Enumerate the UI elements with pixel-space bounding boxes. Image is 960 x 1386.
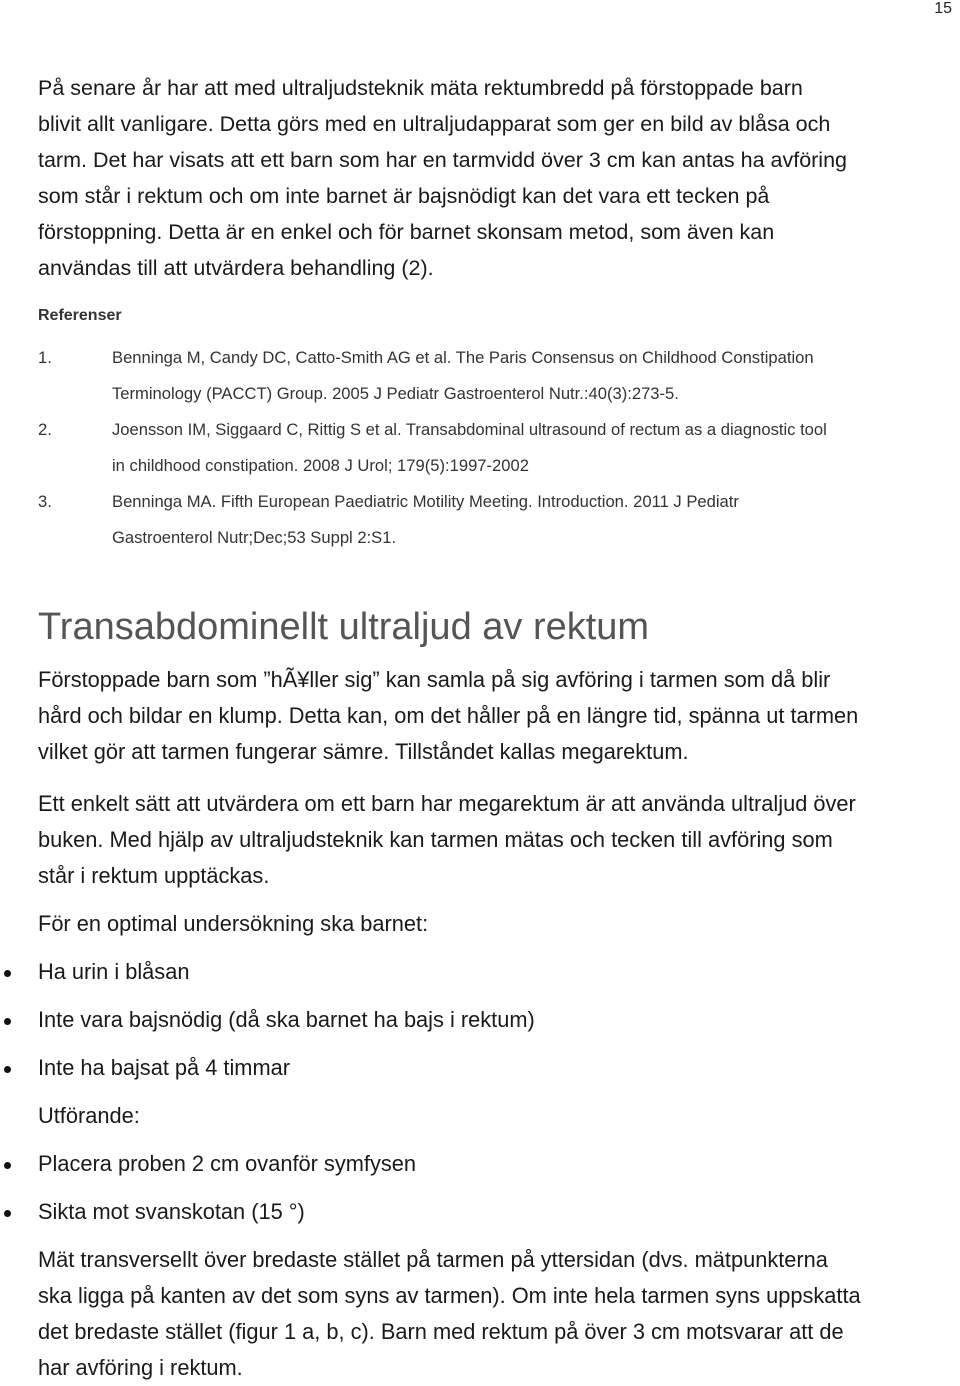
text-line: Ett enkelt sätt att utvärdera om ett barn har megarektum är att använda ultraljud över	[38, 791, 856, 816]
reference-number: 1.	[38, 348, 52, 367]
text-line: hård och bildar en klump. Detta kan, om det håller på en längre tid, spänna ut tarmen	[38, 703, 859, 728]
text-line: vilket gör att tarmen fungerar sämre. Tillståndet kallas megarektum.	[38, 739, 689, 764]
intro-paragraph	[38, 70, 954, 286]
bullet-text: Ha urin i blåsan	[38, 959, 190, 984]
text-line: Mät transversellt över bredaste stället på tarmen på yttersidan (dvs. mätpunkterna	[38, 1247, 828, 1272]
reference-item	[38, 484, 954, 556]
text-line: buken. Med hjälp av ultraljudsteknik kan tarmen mätas och tecken till avföring som	[38, 827, 833, 852]
bullet-icon	[4, 1018, 11, 1025]
text-line: det bredaste stället (figur 1 a, b, c). Barn med rektum på över 3 cm motsvarar att de	[38, 1319, 844, 1344]
procedure-item	[38, 1194, 954, 1230]
reference-line: Joensson IM, Siggaard C, Rittig S et al. Transabdominal ultrasound of rectum as a diagnostic tool	[112, 420, 827, 439]
procedure-heading: Utförande:	[38, 1103, 140, 1128]
reference-line: Gastroenterol Nutr;Dec;53 Suppl 2:S1.	[112, 528, 397, 547]
bullet-text: Inte ha bajsat på 4 timmar	[38, 1055, 291, 1080]
page-number: 15	[934, 0, 952, 17]
reference-number: 3.	[38, 492, 52, 511]
text-line: blivit allt vanligare. Detta görs med en ultraljudapparat som ger en bild av blåsa och	[38, 112, 831, 136]
preparation-item	[38, 1002, 954, 1038]
bullet-text: Placera proben 2 cm ovanför symfysen	[38, 1151, 416, 1176]
reference-line: Benninga MA. Fifth European Paediatric Motility Meeting. Introduction. 2011 J Pediatr	[112, 492, 739, 511]
procedure-list	[38, 1146, 954, 1230]
bullet-icon	[4, 1066, 11, 1073]
text-line: På senare år har att med ultraljudsteknik mäta rektumbredd på förstoppade barn	[38, 76, 803, 100]
preparation-item	[38, 1050, 954, 1086]
procedure-item	[38, 1146, 954, 1182]
text-line: tarm. Det har visats att ett barn som har en tarmvidd över 3 cm kan antas ha avföring	[38, 148, 848, 172]
references-list	[38, 340, 954, 556]
text-line: har avföring i rektum.	[38, 1355, 243, 1380]
text-line: användas till att utvärdera behandling (2).	[38, 256, 434, 280]
references-heading: Referenser	[38, 307, 122, 324]
preparation-heading: För en optimal undersökning ska barnet:	[38, 911, 429, 936]
text-line: står i rektum upptäckas.	[38, 863, 270, 888]
preparation-item	[38, 954, 954, 990]
bullet-icon	[4, 1210, 11, 1217]
bullet-icon	[4, 970, 11, 977]
bullet-text: Sikta mot svanskotan (15 °)	[38, 1199, 305, 1224]
bullet-icon	[4, 1162, 11, 1169]
reference-item	[38, 340, 954, 412]
reference-line: in childhood constipation. 2008 J Urol; 179(5):1997-2002	[112, 456, 529, 475]
text-line: förstoppning. Detta är en enkel och för barnet skonsam metod, som även kan	[38, 220, 775, 244]
bullet-text: Inte vara bajsnödig (då ska barnet ha bajs i rektum)	[38, 1007, 535, 1032]
text-line: som står i rektum och om inte barnet är bajsnödigt kan det vara ett tecken på	[38, 184, 770, 208]
final-paragraph	[38, 1242, 954, 1386]
document-body	[38, 70, 954, 1386]
reference-line: Benninga M, Candy DC, Catto-Smith AG et al. The Paris Consensus on Childhood Constipation	[112, 348, 814, 367]
reference-number: 2.	[38, 420, 52, 439]
text-line: ska ligga på kanten av det som syns av tarmen). Om inte hela tarmen syns uppskatta	[38, 1283, 861, 1308]
reference-item	[38, 412, 954, 484]
text-line: Förstoppade barn som ”hÃ¥ller sig” kan samla på sig avföring i tarmen som då blir	[38, 667, 831, 692]
section-paragraph	[38, 786, 954, 894]
reference-line: Terminology (PACCT) Group. 2005 J Pediatr Gastroenterol Nutr.:40(3):273-5.	[112, 384, 679, 403]
section-paragraph	[38, 662, 954, 770]
section-title: Transabdominellt ultraljud av rektum	[38, 606, 650, 648]
preparation-list	[38, 954, 954, 1086]
